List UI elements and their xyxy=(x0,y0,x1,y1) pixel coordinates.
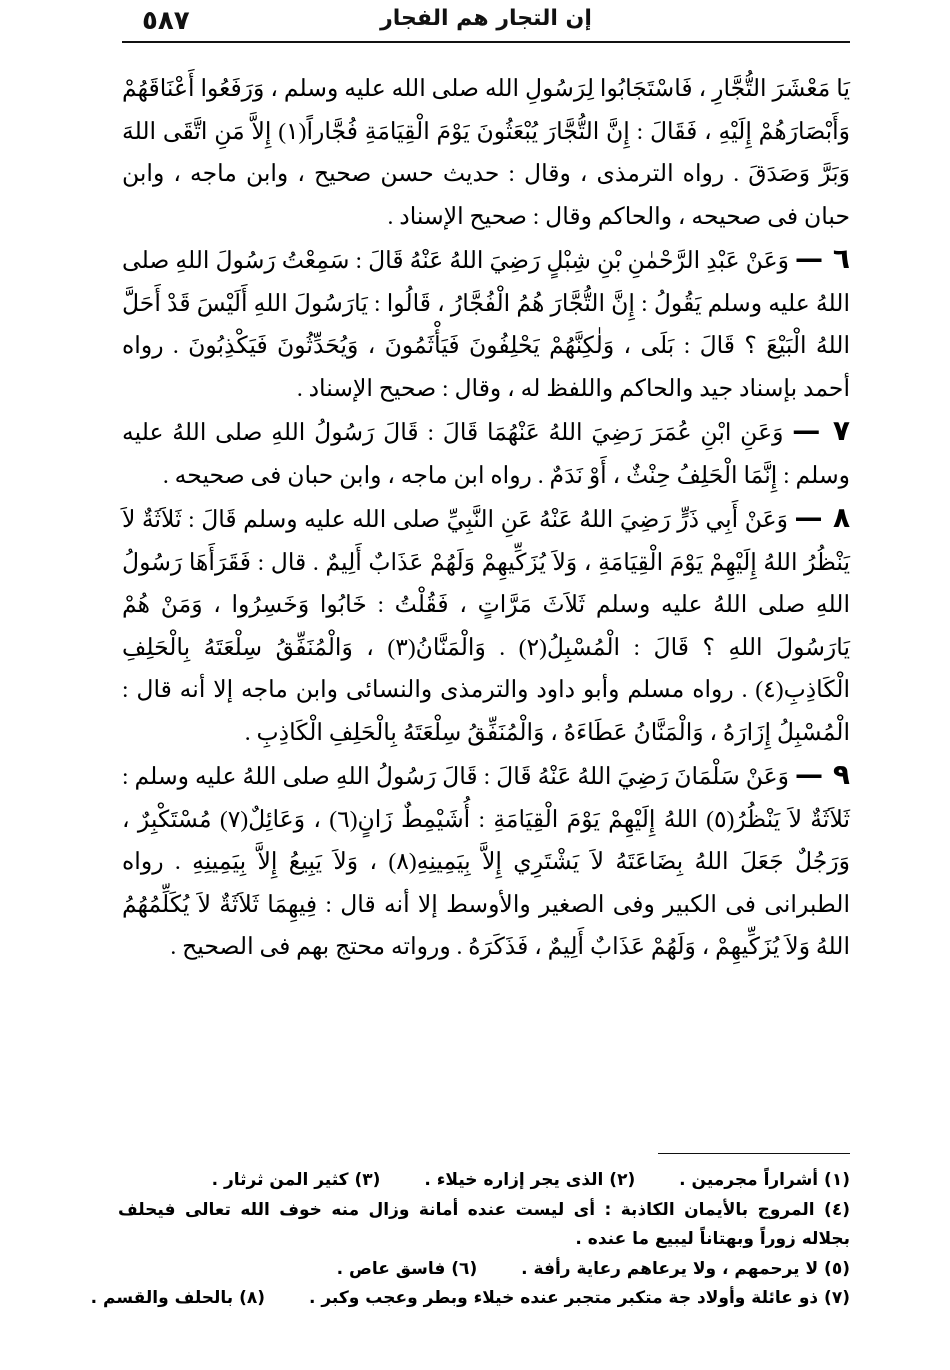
hadith-7 xyxy=(122,410,850,497)
footnote-4: (٤) المروج بالأيمان الكاذبة : أى ليست عنده أمانة وزال منه خوف الله تعالى فيحلف بجلاله زوراً وبهتاناً ليبيع ما عنده . xyxy=(118,1199,850,1249)
footnote-8: (٨) بالحلف والقسم . xyxy=(90,1288,266,1308)
hadith-number: ٨ — xyxy=(794,501,851,534)
footnote-6: (٦) فاسق عاص . xyxy=(336,1258,478,1279)
footnote-3: (٣) كثير المن ثرثار . xyxy=(211,1170,381,1190)
footnote-line-3 xyxy=(118,1255,850,1285)
footnote-7: (٧) ذو عائلة وأولاد جة متكبر متجبر عنده خيلاء وبطر وعجب وكبر . xyxy=(308,1288,850,1308)
hadith-6 xyxy=(122,238,850,410)
footnote-2: (٢) الذى يجر إزاره خيلاء . xyxy=(424,1170,636,1190)
footnote-line-1 xyxy=(118,1166,850,1196)
hadith-text: وَعَنْ أَبِي ذَرٍّ رَضِيَ اللهُ عَنْهُ عَنِ النَّبِيِّ صلى الله عليه وسلم قَالَ : ثَلاَثَةٌ لاَ يَنْظُرُ اللهُ إِلَيْهِمْ يَوْمَ الْقِيَامَةِ ، وَلاَ يُزَكِّيهِمْ وَلَهُمْ عَذَابٌ أَلِيمٌ . قال : فَقَرَأَهَا رَسُولُ اللهِ صلى اللهُ عليه وسلم ثَلاَثَ مَرَّاتٍ ، فَقُلْتُ : خَابُوا وَخَسِرُوا ، وَمَنْ هُمْ يَارَسُولَ اللهِ ؟ قَالَ : الْمُسْبِلُ(٢) . وَالْمَنَّانُ(٣) ، وَالْمُنَفِّقُ سِلْعَتَهُ بِالْحَلِفِ الْكَاذِبِ(٤) . رواه مسلم وأبو داود والترمذى والنسائى وابن ماجه إلا أنه قال : الْمُسْبِلُ إِزَارَهُ ، وَالْمَنَّانُ عَطَاءَهُ ، وَالْمُنَفِّقُ سِلْعَتَهُ بِالْحَلِفِ الْكَاذِبِ . xyxy=(122,507,850,746)
hadith-text: وَعَنْ عَبْدِ الرَّحْمٰنِ بْنِ شِبْلٍ رَضِيَ اللهُ عَنْهُ قَالَ : سَمِعْتُ رَسُولَ اللهِ صلى اللهُ عليه وسلم يَقُولُ : إِنَّ التُّجَّارَ هُمُ الْفُجَّارُ ، قَالُوا : يَارَسُولَ اللهِ أَلَيْسَ قَدْ أَحَلَّ اللهُ الْبَيْعَ ؟ قَالَ : بَلَى ، وَلٰكِنَّهُمْ يَحْلِفُونَ فَيَأْثَمُونَ ، وَيُحَدِّثُونَ فَيَكْذِبُونَ . رواه أحمد بإسناد جيد والحاكم واللفظ له ، وقال : صحيح الإسناد . xyxy=(122,248,850,402)
hadith-number: ٧ — xyxy=(792,414,851,447)
header-rule xyxy=(122,41,850,43)
running-title: إن التجار هم الفجار xyxy=(380,6,592,31)
footnote-line-4 xyxy=(90,1284,850,1314)
footnote-1: (١) أشراراً مجرمين . xyxy=(679,1170,850,1190)
hadith-number: ٩ — xyxy=(795,758,851,791)
footnote-rule xyxy=(658,1153,850,1154)
hadith-text: وَعَنِ ابْنِ عُمَرَ رَضِيَ اللهُ عَنْهُمَا قَالَ : قَالَ رَسُولُ اللهِ صلى اللهُ عليه وسلم : إِنَّمَا الْحَلِفُ حِنْثٌ ، أَوْ نَدَمٌ . رواه ابن ماجه ، وابن حبان فى صحيحه . xyxy=(122,420,850,489)
opening-paragraph: يَا مَعْشَرَ التُّجَّارِ ، فَاسْتَجَابُوا لِرَسُولِ الله صلى الله عليه وسلم ، وَرَفَعُوا أَعْنَاقَهُمْ وَأَبْصَارَهُمْ إِلَيْهِ ، فَقَالَ : إِنَّ التُّجَّارَ يُبْعَثُونَ يَوْمَ الْقِيَامَةِ فُجَّاراً(١) إِلاَّ مَنِ اتَّقَى اللهَ وَبَرَّ وَصَدَقَ . رواه الترمذى ، وقال : حديث حسن صحيح ، وابن ماجه ، وابن حبان فى صحيحه ، والحاكم وقال : صحيح الإسناد . xyxy=(122,76,850,230)
hadith-number: ٦ — xyxy=(795,242,851,275)
page-number: ٥٨٧ xyxy=(142,6,190,36)
footnote-5: (٥) لا يرحمهم ، ولا يرعاهم رعاية رأفة . xyxy=(521,1258,850,1279)
footnotes xyxy=(90,1166,850,1314)
hadith-9 xyxy=(122,754,850,969)
page-header xyxy=(122,4,850,36)
hadith-8 xyxy=(122,497,850,754)
hadith-text: وَعَنْ سَلْمَانَ رَضِيَ اللهُ عَنْهُ قَالَ : قَالَ رَسُولُ اللهِ صلى اللهُ عليه وسلم : ثَلاَثَةٌ لاَ يَنْظُرُ(٥) اللهُ إِلَيْهِمْ يَوْمَ الْقِيَامَةِ : أُشَيْمِطٌ زَانٍ(٦) ، وَعَائِلٌ(٧) مُسْتَكْبِرٌ ، وَرَجُلٌ جَعَلَ اللهُ بِضَاعَتَهُ لاَ يَشْتَرِي إِلاَّ بِيَمِينِهِ(٨) ، وَلاَ يَبِيعُ إِلاَّ بِيَمِينِهِ . رواه الطبرانى فى الكبير وفى الصغير والأوسط إلا أنه قال : فِيهِمَا ثَلاَثَةٌ لاَ يُكَلِّمُهُمُ اللهُ وَلاَ يُزَكِّيهِمْ ، وَلَهُمْ عَذَابٌ أَلِيمٌ ، فَذَكَرَهُ . ورواته محتج بهم فى الصحيح . xyxy=(122,764,851,960)
main-text xyxy=(122,68,850,969)
